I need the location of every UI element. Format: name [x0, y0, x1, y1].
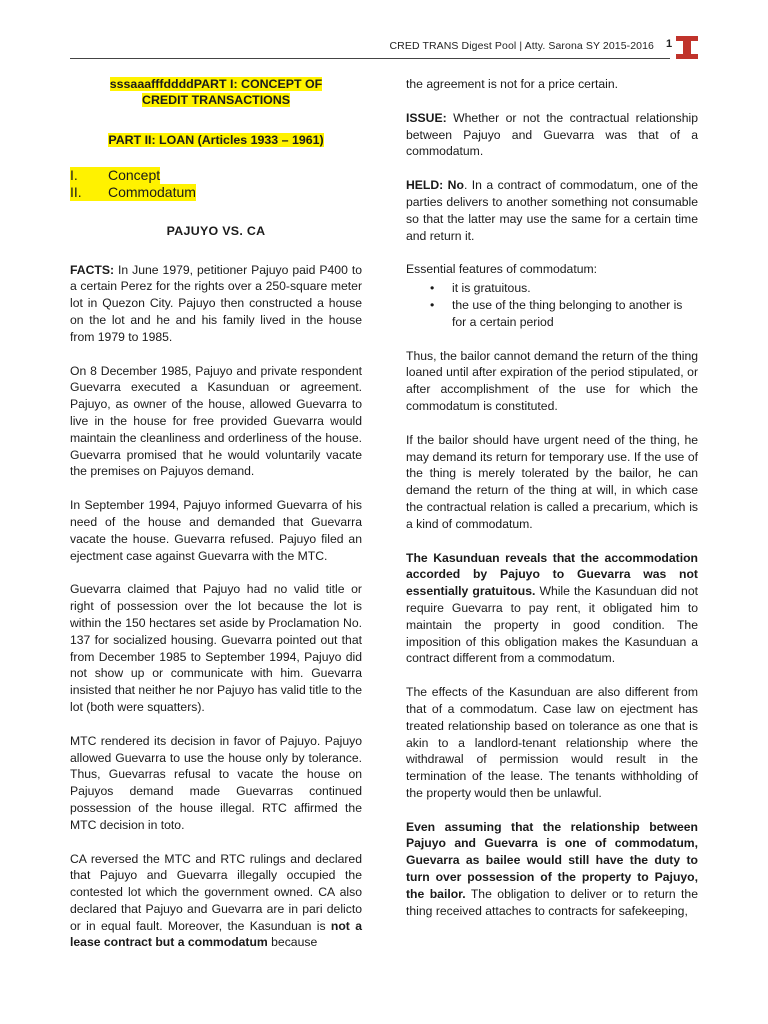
paragraph: On 8 December 1985, Pajuyo and private respondent Guevarra executed a Kasunduan or agreement. Pajuyo, as owner of the house, allowed Guevarra to live in the house for free provided Guevarra would maintain the cleanliness and orderliness of the house. Guevarra promised that he would voluntarily vacate the premises on Pajuyos demand. — [70, 363, 362, 479]
assuming-bold-text: Even assuming that the relationship between Pajuyo and Guevarra is one of commodatum, Guevarra as bailee would still have the duty to turn over possession of the property to Pajuyo, the bailor. — [406, 819, 698, 901]
page-number: 1 — [665, 38, 673, 50]
paragraph: If the bailor should have urgent need of the thing, he may demand its return for temporary use. If the use of the thing is merely tolerated by the bailor, he can demand the return of the thing at will, in which case the contractual relation is called a precarium, which is a kind of commodatum. — [406, 432, 698, 531]
outline-item — [70, 184, 362, 201]
facts-paragraph — [70, 262, 362, 346]
held-paragraph — [406, 177, 698, 244]
paragraph: Guevarra claimed that Pajuyo had no valid title or right of possession over the lot because the lot is within the 150 hectares set aside by Proclamation No. 137 for socialized housing. Guevarra pointed out that from December 1985 to September 1994, Pajuyo did not show up or communicate with him. Guevarra insisted that neither he nor Pajuyo has valid title to the lot (both were squatters). — [70, 582, 363, 714]
facts-label: FACTS: — [70, 262, 115, 277]
outline-number: II. — [70, 184, 108, 201]
kasunduan-bold-text: The Kasunduan reveals that the accommodation accorded by Pajuyo to Guevarra was not essentially gratuitous. — [406, 550, 698, 599]
issue-paragraph — [406, 110, 698, 160]
outline-number: I. — [70, 167, 108, 184]
page-header — [70, 30, 700, 60]
assuming-text: The obligation to deliver or to return the thing received attaches to contracts for safekeeping, — [406, 886, 698, 918]
held-label: HELD: No — [406, 178, 464, 193]
issue-text: Whether or not the contractual relationship between Pajuyo and Guevarra was that of a commodatum. — [406, 110, 698, 159]
ca-paragraph — [70, 851, 362, 952]
header-title: CRED TRANS Digest Pool | Atty. Sarona SY 2015-2016 — [389, 40, 654, 52]
title-line-2: CREDIT TRANSACTIONS — [142, 93, 290, 107]
held-text: . In a contract of commodatum, one of the parties delivers to another something not consumable so that the latter may use the same for a certain time and return it. — [406, 178, 698, 243]
part-heading-text: PART II: LOAN (Articles 1933 – 1961) — [108, 133, 324, 147]
list-item — [406, 280, 698, 297]
ca-bold-text: not a lease contract but a commodatum — [70, 918, 362, 950]
issue-label: ISSUE: — [406, 110, 447, 125]
paragraph: In September 1994, Pajuyo informed Guevarra of his need of the house and demanded that Guevarra vacate the house. Guevarra refused. Pajuyo filed an ejectment case against Guevarra with the MTC. — [70, 498, 362, 563]
features-list — [406, 280, 698, 330]
paragraph: The effects of the Kasunduan are also different from that of a commodatum. Case law on ejectment has treated relationship based on tolerance as one that is akin to a landlord-tenant relationship where the withdrawal of permission would result in the termination of the lease. The tenants withholding of the property would then be unlawful. — [406, 685, 698, 800]
list-item-text: it is gratuitous. — [452, 281, 531, 296]
list-item — [406, 297, 698, 331]
paragraph: the agreement is not for a price certain. — [406, 77, 619, 91]
ca-text: CA reversed the MTC and RTC rulings and declared that Pajuyo and Guevarra illegally occupied the contested lot which the government owned. CA also declared that Pajuyo and Guevarra are in pari delicto or in equal fault. Moreover, the Kasunduan is — [70, 851, 362, 933]
header-divider — [70, 58, 670, 59]
title-line-1: sssaaafffddddPART I: CONCEPT OF — [109, 77, 323, 91]
part-heading — [70, 132, 362, 149]
paragraph: Thus, the bailor cannot demand the return of the thing loaned until after expiration of the period stipulated, or after accomplishment of the use for which the commodatum is constituted. — [406, 348, 698, 413]
bullet-icon: • — [430, 281, 435, 296]
ca-text-end: because — [267, 935, 318, 950]
left-column — [70, 76, 362, 968]
outline-item — [70, 167, 362, 184]
kasunduan-paragraph — [406, 550, 698, 668]
list-item-text: the use of the thing belonging to another is for a certain period — [452, 297, 683, 329]
right-column — [406, 76, 698, 936]
outline-label: Concept — [108, 166, 161, 183]
facts-text: In June 1979, petitioner Pajuyo paid P400 to a certain Perez for the rights over a 250-square meter lot in Quezon City. Pajuyo then constructed a house on the lot and he and his family lived in the house from 1979 to 1985. — [70, 262, 362, 344]
features-intro: Essential features of commodatum: — [406, 262, 598, 277]
document-title — [70, 76, 362, 108]
outline-label: Commodatum — [108, 183, 196, 200]
case-title: PAJUYO VS. CA — [166, 223, 266, 238]
assuming-paragraph — [406, 819, 698, 920]
paragraph: MTC rendered its decision in favor of Pajuyo. Pajuyo allowed Guevarra to use the house only by tolerance. Thus, Guevarras refusal to vacate the house on Pajuyos demand made Guevarras continued possession of the house illegal. RTC affirmed the MTC decision in toto. — [70, 733, 362, 832]
outline-list — [70, 167, 362, 201]
brand-logo-icon — [674, 33, 700, 61]
kasunduan-text: While the Kasunduan did not require Guevarra to pay rent, it obligated him to maintain the property in good condition. The imposition of this obligation makes the Kasunduan a contract different from a commodatum. — [406, 584, 698, 666]
bullet-icon: • — [430, 297, 435, 312]
